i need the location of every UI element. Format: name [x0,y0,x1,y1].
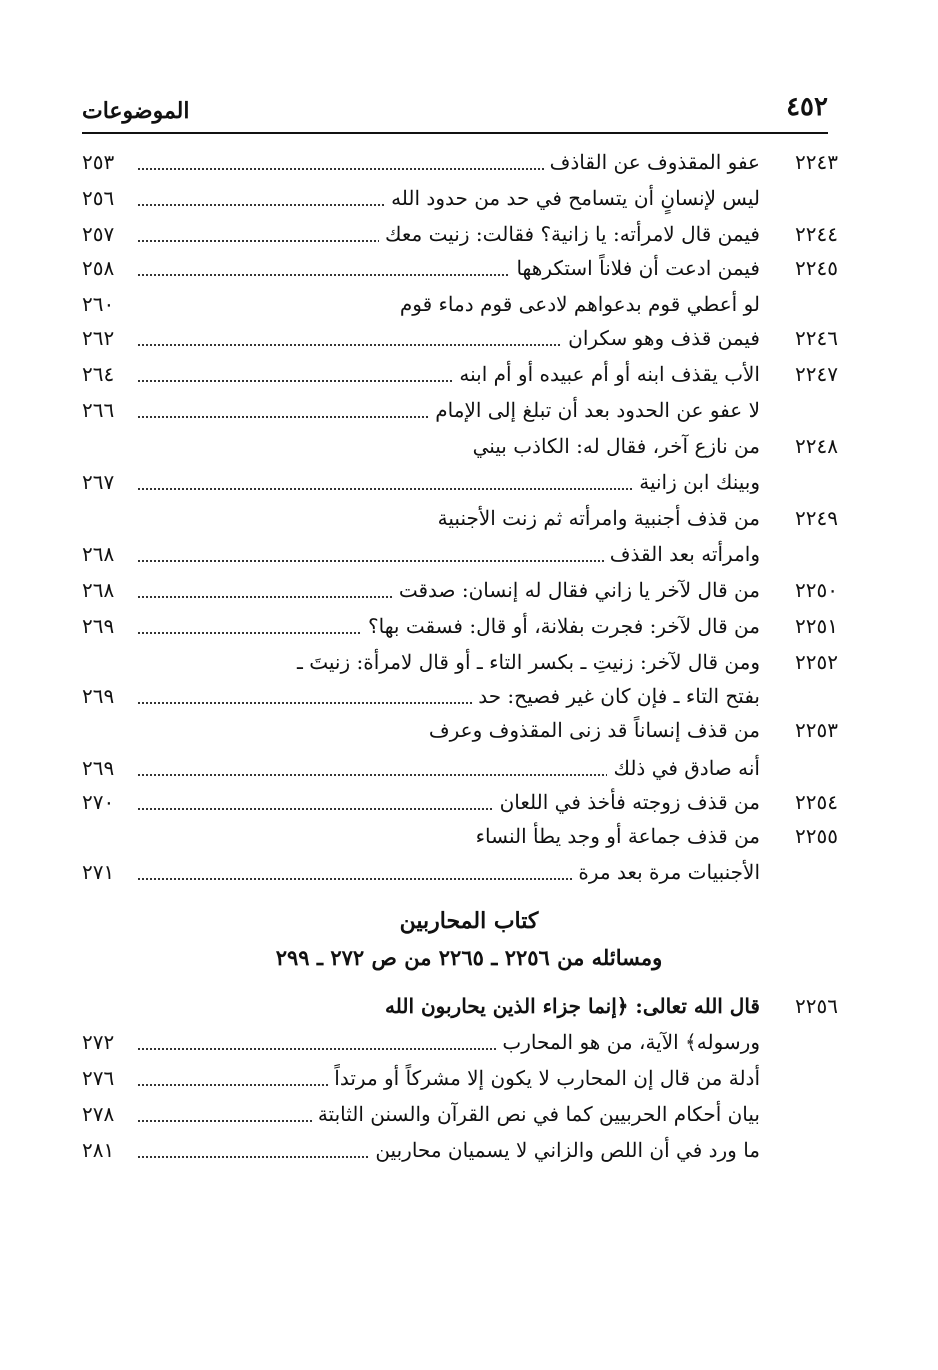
book-range: ومسائله من ٢٢٥٦ ـ ٢٢٦٥ من ص ٢٧٢ ـ ٢٩٩ [275,945,663,970]
entry-page: ٢٧٦ [82,1066,115,1090]
entry-number: ٢٢٤٤ [795,222,838,246]
toc-entry [82,1098,838,1130]
entry-title: من قذف زوجته فأخذ في اللعان [494,786,760,818]
toc-entry [82,786,838,818]
toc-entry [82,252,838,284]
entry-number: ٢٢٤٣ [795,150,838,174]
entry-page: ٢٦٩ [82,756,115,780]
entry-title: بيان أحكام الحربيين كما في نص القرآن والسنن الثابتة [312,1098,760,1130]
book-title: كتاب المحاربين [399,908,539,934]
toc-entry [82,358,838,390]
entry-title: قال الله تعالى: ﴿إنما جزاء الذين يحاربون الله [379,990,760,1022]
toc-entry [82,1026,838,1058]
toc-entry [82,182,838,214]
entry-number: ٢٢٤٦ [795,326,838,350]
entry-title: وامرأته بعد القذف [604,538,760,570]
toc-entry [82,288,838,320]
entry-title: لو أعطي قوم بدعواهم لادعى قوم دماء قوم [394,288,760,320]
entry-page: ٢٦٦ [82,398,115,422]
entry-title: ليس لإنسانٍ أن يتسامح في حد من حدود الله [385,182,760,214]
entry-number: ٢٢٥٤ [795,790,838,814]
entry-title: فيمن قذف وهو سكران [562,322,760,354]
running-title: الموضوعات [82,98,190,124]
entry-page: ٢٦٩ [82,614,115,638]
entry-title: وبينك ابن زانية [633,466,760,498]
entry-page: ٢٥٦ [82,186,115,210]
entry-page: ٢٥٣ [82,150,115,174]
entry-number: ٢٢٤٧ [795,362,838,386]
entry-title: بفتح التاء ـ فإن كان غير فصيح: حد [472,680,760,712]
entry-page: ٢٧٨ [82,1102,115,1126]
entry-title: فيمن ادعت أن فلاناً استكرهها [510,252,760,284]
toc-entry [82,538,838,570]
entry-title: من قذف أجنبية وامرأته ثم زنت الأجنبية [432,502,760,534]
entry-title: ما ورد في أن اللص والزاني لا يسميان محاربين [369,1134,760,1166]
toc-entry [82,680,838,712]
toc-entry [82,820,838,852]
toc-entry [82,574,838,606]
page-header [82,92,828,134]
entry-title: من نازع آخر، فقال له: الكاذب بيني [467,430,760,462]
toc-entry [82,218,838,250]
entry-page: ٢٦٧ [82,470,115,494]
entry-page: ٢٦٨ [82,578,115,602]
entry-title: فيمن قال لامرأته: يا زانية؟ فقالت: زنيت معك [379,218,760,250]
entry-title: لا عفو عن الحدود بعد أن تبلغ إلى الإمام [429,394,760,426]
entry-number: ٢٢٥٣ [795,718,838,742]
toc-entry [82,610,838,642]
toc-entry [82,466,838,498]
toc-entry [82,394,838,426]
entry-page: ٢٥٧ [82,222,115,246]
page-number: ٤٥٢ [786,92,828,122]
entry-page: ٢٧٠ [82,790,115,814]
entry-title: عفو المقذوف عن القاذف [544,146,760,178]
entry-page: ٢٦٨ [82,542,115,566]
entry-number: ٢٢٤٩ [795,506,838,530]
entry-title: من قذف إنساناً قد زنى المقذوف وعرف [423,714,760,746]
entry-number: ٢٢٤٨ [795,434,838,458]
toc-entry [82,856,838,888]
toc-entry [82,502,838,534]
toc-entry [82,714,838,746]
entry-page: ٢٨١ [82,1138,115,1162]
toc-entry [82,322,838,354]
entry-number: ٢٢٥٦ [795,994,838,1018]
toc-entry [82,1134,838,1166]
entry-page: ٢٧١ [82,860,115,884]
entry-title: الأجنبيات مرة بعد مرة [572,856,760,888]
toc-entry [82,146,838,178]
entry-title: ومن قال لآخر: زنيتِ ـ بكسر التاء ـ أو قال لامرأة: زنيتَ ـ [291,646,760,678]
entry-title: الأب يقذف ابنه أو أم عبيده أو أم ابنه [453,358,760,390]
toc-entry [82,646,838,678]
entry-number: ٢٢٤٥ [795,256,838,280]
entry-title: ورسوله﴾ الآية، من هو المحارب [496,1026,760,1058]
toc-entry [82,430,838,462]
toc-entry [82,990,838,1022]
entry-title: أدلة من قال إن المحارب لا يكون إلا مشركاً أو مرتداً [328,1062,760,1094]
entry-page: ٢٧٢ [82,1030,115,1054]
entry-number: ٢٢٥٢ [795,650,838,674]
entry-page: ٢٦٢ [82,326,115,350]
entry-title: من قذف جماعة أو وجد يطأ النساء [470,820,760,852]
entry-number: ٢٢٥٥ [795,824,838,848]
entry-page: ٢٦٤ [82,362,115,386]
entry-page: ٢٦٩ [82,684,115,708]
entry-title: من قال لآخر يا زاني فقال له إنسان: صدقت [393,574,760,606]
entry-number: ٢٢٥١ [795,614,838,638]
entry-number: ٢٢٥٠ [795,578,838,602]
toc-entry [82,1062,838,1094]
entry-title: أنه صادق في ذلك [607,752,760,784]
toc-entry [82,752,838,784]
entry-page: ٢٥٨ [82,256,115,280]
entry-page: ٢٦٠ [82,292,115,316]
entry-title: من قال لآخر: فجرت بفلانة، أو قال: فسقت بها؟ [362,610,760,642]
